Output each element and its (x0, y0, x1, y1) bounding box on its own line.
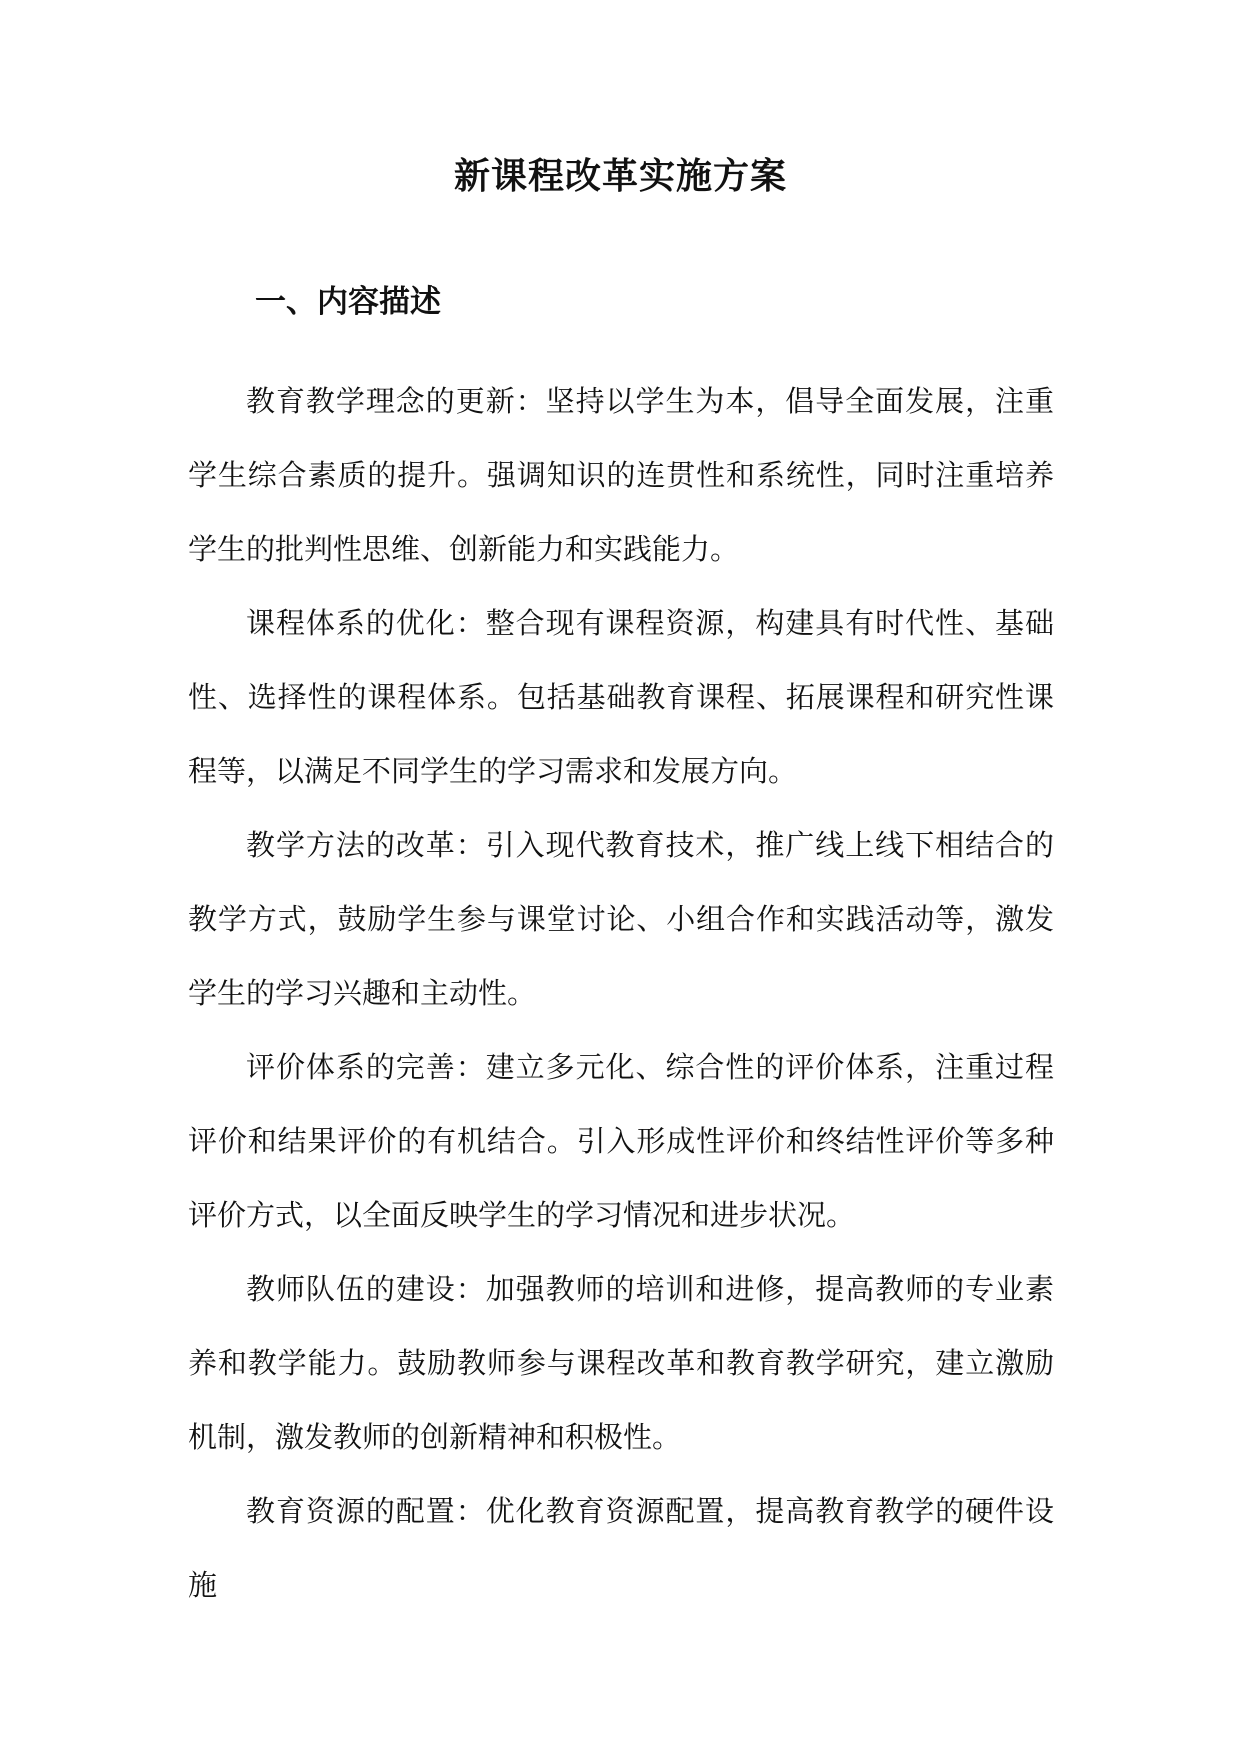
document-title: 新课程改革实施方案 (453, 155, 787, 197)
paragraph-evaluation-system: 评价体系的完善：建立多元化、综合性的评价体系，注重过程评价和结果评价的有机结合。引入形成性评价和终结性评价等多种评价方式，以全面反映学生的学习情况和进步状况。 (188, 1050, 1054, 1232)
document-body (188, 364, 1054, 1622)
paragraph-teaching-philosophy: 教育教学理念的更新：坚持以学生为本，倡导全面发展，注重学生综合素质的提升。强调知识的连贯性和系统性，同时注重培养学生的批判性思维、创新能力和实践能力。 (188, 384, 1054, 566)
paragraph-teacher-team: 教师队伍的建设：加强教师的培训和进修，提高教师的专业素养和教学能力。鼓励教师参与课程改革和教育教学研究，建立激励机制，激发教师的创新精神和积极性。 (188, 1272, 1054, 1454)
paragraph-resource-allocation: 教育资源的配置：优化教育资源配置，提高教育教学的硬件设施 (188, 1494, 1054, 1602)
paragraph-teaching-methods: 教学方法的改革：引入现代教育技术，推广线上线下相结合的教学方式，鼓励学生参与课堂讨论、小组合作和实践活动等，激发学生的学习兴趣和主动性。 (188, 828, 1054, 1010)
section-heading: 一、内容描述 (255, 284, 441, 320)
paragraph-curriculum-system: 课程体系的优化：整合现有课程资源，构建具有时代性、基础性、选择性的课程体系。包括基础教育课程、拓展课程和研究性课程等，以满足不同学生的学习需求和发展方向。 (188, 606, 1054, 788)
